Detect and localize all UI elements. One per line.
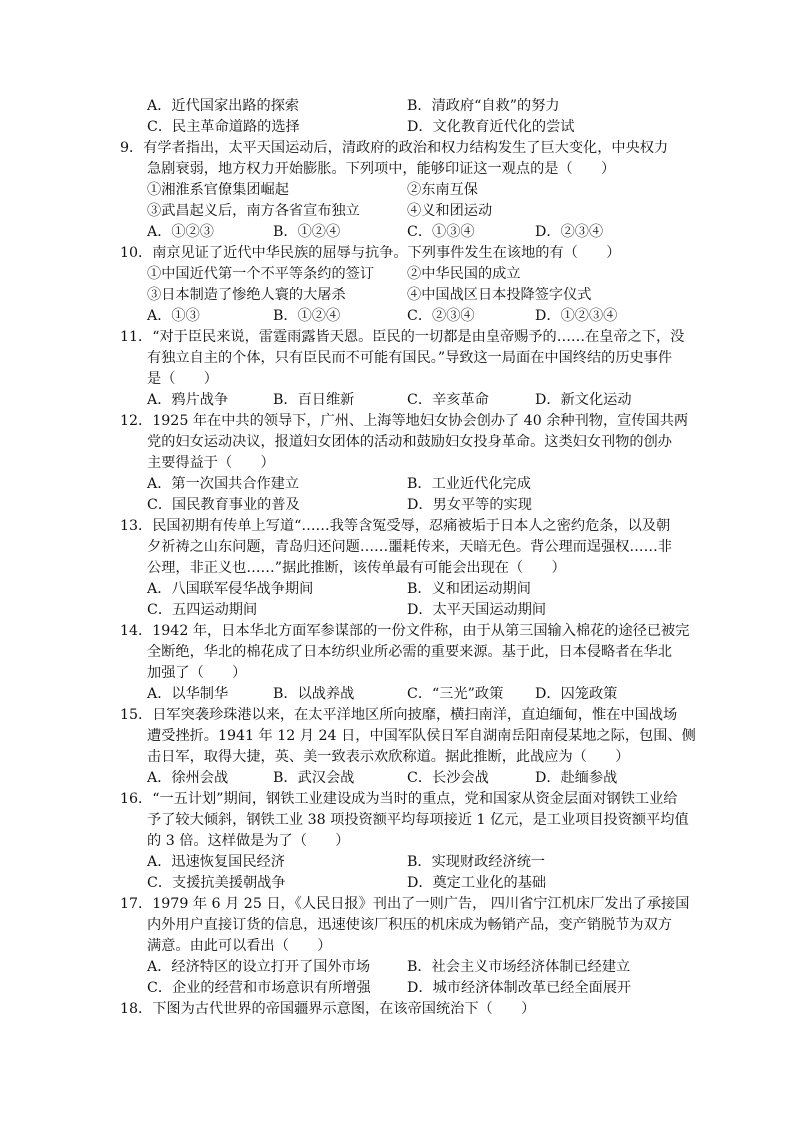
q9-option-a: A．①②③ [147,224,214,240]
q15-stem-line-3: 击日军，取得大捷，英、美一致表示欢欣称道。据此推断，此战应为（ ） [147,749,630,765]
q9-item-3: ③武昌起义后，南方各省宣布独立 [147,203,360,219]
q11-option-d: D．新文化运动 [535,392,632,408]
q12-option-a: A．第一次国共合作建立 [147,476,300,492]
q17-option-a: A．经济特区的设立打开了国外市场 [147,959,371,975]
q12-option-d: D．男女平等的实现 [407,497,532,513]
q9-option-b: B．①②④ [273,224,341,240]
q13-option-a: A．八国联军侵华战争期间 [147,581,314,597]
q14-stem-line-3: 加强了（ ） [147,665,247,681]
q9-item-4: ④义和团运动 [407,203,493,219]
q18-stem-line-1: 18．下图为古代世界的帝国疆界示意图，在该帝国统治下（ ） [120,1001,536,1017]
q13-option-d: D．太平天国运动期间 [407,602,547,618]
q9-option-d: D．②③④ [535,224,604,240]
q9-item-1: ①湘淮系官僚集团崛起 [147,182,289,198]
q11-option-b: B．百日维新 [273,392,355,408]
q10-item-4: ④中国战区日本投降签字仪式 [407,287,592,303]
q10-item-2: ②中华民国的成立 [407,266,521,282]
q17-stem-line-3: 满意。由此可以看出（ ） [147,938,332,954]
q16-option-c: C．支援抗美援朝战争 [147,875,286,891]
q11-option-a: A．鸦片战争 [147,392,229,408]
q12-stem-line-3: 主要得益于（ ） [147,455,275,471]
q10-stem-line-1: 10．南京见证了近代中华民族的屈辱与抗争。下列事件发生在该地的有（ ） [120,245,621,261]
q10-item-3: ③日本制造了惨绝人寰的大屠杀 [147,287,346,303]
q17-option-d: D．城市经济体制改革已经全面展开 [407,980,632,996]
q17-stem-line-1: 17．1979 年 6 月 25 日，《人民日报》刊出了一则广告， 四川省宁江机床厂发出了承接国 [120,896,690,912]
q10-option-b: B．①②④ [273,308,341,324]
q13-stem-line-1: 13．民国初期有传单上写道“……我等含冤受辱，忍痛被垢于日本人之密约危条，以及朝 [120,518,671,534]
q15-option-c: C．长沙会战 [407,770,489,786]
q17-option-b: B．社会主义市场经济体制已经建立 [407,959,631,975]
q15-option-a: A．徐州会战 [147,770,229,786]
q14-option-b: B．以战养战 [273,686,355,702]
q11-option-c: C．辛亥革命 [407,392,489,408]
q12-stem-line-1: 12．1925 年在中共的领导下，广州、上海等地妇女协会创办了 40 余种刊物，宣传国共两 [120,413,689,429]
q9-option-c: C．①③④ [407,224,475,240]
q9-item-2: ②东南互保 [407,182,478,198]
q8-option-a: A．近代国家出路的探索 [147,98,300,114]
q11-stem-line-3: 是（ ） [147,371,218,387]
q13-stem-line-2: 夕祈祷之山东问题，青岛归还问题……噩耗传来，天暗无色。背公理而逞强权……非 [147,539,672,555]
q17-stem-line-2: 内外用户直接订货的信息，迅速使该厂积压的机床成为畅销产品，变产销脱节为双方 [147,917,672,933]
q10-option-a: A．①③ [147,308,200,324]
q16-stem-line-2: 予了较大倾斜，钢铁工业 38 项投资额平均每项接近 1 亿元，是工业项目投资额平均值 [147,812,689,828]
q15-option-d: D．赴缅参战 [535,770,618,786]
q14-option-a: A．以华制华 [147,686,229,702]
q17-option-c: C．企业的经营和市场意识有所增强 [147,980,371,996]
q8-option-b: B．清政府“自救”的努力 [407,98,560,114]
q14-stem-line-2: 全断绝，华北的棉花成了日本纺织业所必需的重要来源。基于此，日本侵略者在华北 [147,644,672,660]
q9-stem-line-1: 9．有学者指出，太平天国运动后，清政府的政治和权力结构发生了巨大变化，中央权力 [120,140,669,156]
q13-option-c: C．五四运动期间 [147,602,258,618]
q13-stem-line-3: 公理，非正义也……”据此推断，该传单最有可能会出现在（ ） [147,560,566,576]
q16-option-d: D．奠定工业化的基础 [407,875,547,891]
q12-option-c: C．国民教育事业的普及 [147,497,300,513]
q12-stem-line-2: 党的妇女运动决议，报道妇女团体的活动和鼓励妇女投身革命。这类妇女刊物的创办 [147,434,672,450]
q15-stem-line-2: 遭受挫折。1941 年 12 月 24 日，中国军队侯日军自湖南岳阳南侵某地之际，包围、侧 [147,728,696,744]
q8-option-d: D．文化教育近代化的尝试 [407,119,575,135]
q16-option-a: A．迅速恢复国民经济 [147,854,285,870]
q15-option-b: B．武汉会战 [273,770,355,786]
q14-stem-line-1: 14．1942 年，日本华北方面军参谋部的一份文件称，由于从第三国输入棉花的途径已被完 [120,623,690,639]
q10-item-1: ①中国近代第一个不平等条约的签订 [147,266,375,282]
q16-option-b: B．实现财政经济统一 [407,854,546,870]
q14-option-d: D．囚笼政策 [535,686,618,702]
q16-stem-line-3: 的 3 倍。这样做是为了（ ） [147,833,350,849]
q10-option-d: D．①②③④ [535,308,618,324]
q11-stem-line-1: 11．“对于臣民来说，雷霆雨露皆天恩。臣民的一切都是由皇帝赐予的……在皇帝之下，没 [120,329,685,345]
q9-stem-line-2: 急剧衰弱，地方权力开始膨胀。下列项中，能够印证这一观点的是（ ） [147,161,616,177]
q12-option-b: B．工业近代化完成 [407,476,531,492]
q10-option-c: C．②③④ [407,308,475,324]
q15-stem-line-1: 15．日军突袭珍珠港以来，在太平洋地区所向披靡，横扫南洋，直迫缅甸，惟在中国战场 [120,707,678,723]
q11-stem-line-2: 有独立自主的个体，只有臣民而不可能有国民。”导致这一局面在中国终结的历史事件 [147,350,673,366]
q8-option-c: C．民主革命道路的选择 [147,119,300,135]
q13-option-b: B．义和团运动期间 [407,581,531,597]
q14-option-c: C．“三光”政策 [407,686,504,702]
q16-stem-line-1: 16．“一五计划”期间，钢铁工业建设成为当时的重点，党和国家从资金层面对钢铁工业给 [120,791,678,807]
